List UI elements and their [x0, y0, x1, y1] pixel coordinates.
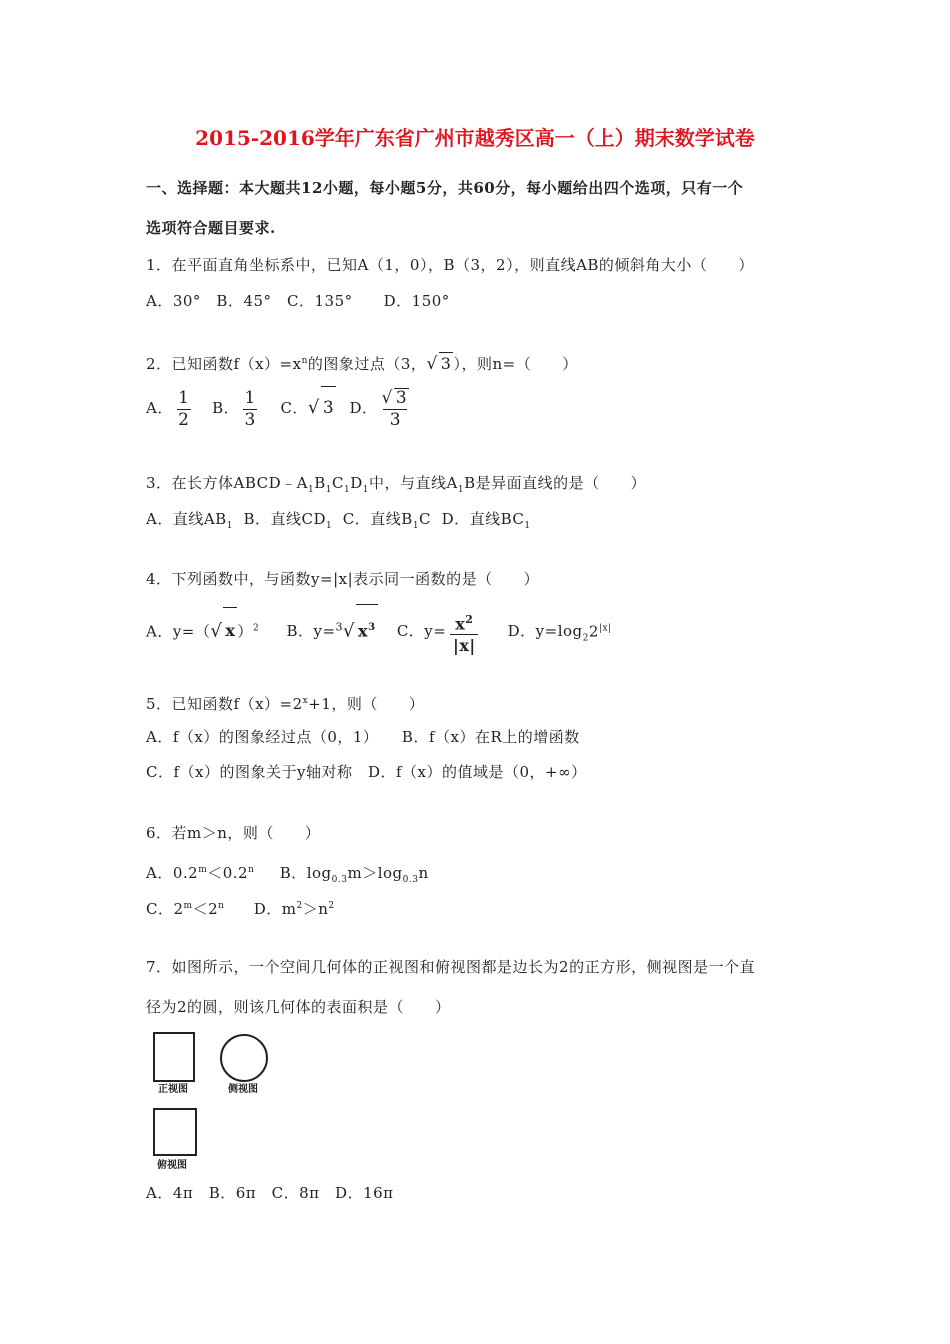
q1-options: A．30° B．45° C．135° D．150°	[146, 292, 450, 310]
front-view-label: 正视图	[158, 1084, 188, 1095]
q1-stem: 1．在平面直角坐标系中，已知A（1，0），B（3，2），则直线AB的倾斜角大小（ ）	[146, 256, 754, 274]
q3-stem: 3．在长方体$ABCD﹣A_1B_1C_1D_1$中，与直线$A_1B$是异面直线的是（ ）	[146, 474, 647, 495]
q4-option-c-fraction: $\frac{x^2}{|x|}$	[450, 610, 478, 655]
q3-options: A．直线$AB_1$ B．直线$CD_1$ C．直线$B_1C$ D．直线$BC_1$	[146, 510, 531, 531]
side-view-label: 侧视图	[228, 1084, 258, 1095]
q4-options: A．y=（√ x ）$^2$ B．y=$^3$√ $x^3$ C．y= $\frac{x^2}{|x|}$ D．$y=\log_22^{|x|}$	[146, 604, 612, 650]
q7-figure	[150, 1030, 274, 1175]
side-view-circle	[221, 1035, 267, 1081]
q7-stem-line1: 7．如图所示，一个空间几何体的正视图和俯视图都是边长为2的正方形，侧视图是一个直	[146, 958, 756, 976]
q2-option-b-fraction: $\frac{1}{3}$	[244, 387, 256, 430]
q5-options-ab: A．f（x）的图象经过点（0，1） B．f（x）在R上的增函数	[146, 728, 580, 746]
front-view-square	[154, 1033, 194, 1081]
section-header-line2: 选项符合题目要求.	[146, 219, 276, 237]
q6-options-cd: C．$2^m<2^n$ D．$m^2>n^2$	[146, 900, 335, 918]
q7-options: A．4π B．6π C．8π D．16π	[146, 1184, 394, 1202]
q2-option-a-fraction: $\frac{1}{2}$	[178, 387, 190, 430]
q6-options-ab: A．$0.2^m<0.2^n$ B．$\log_{0.3}m>\log_{0.3}n$	[146, 864, 429, 885]
section-header-line1: 一、选择题：本大题共12小题，每小题5分，共60分，每小题给出四个选项，只有一个	[146, 179, 744, 197]
top-view-label: 俯视图	[157, 1160, 187, 1171]
q5-options-cd: C．f（x）的图象关于y轴对称 D．f（x）的值域是（0，+∞）	[146, 763, 587, 781]
q2-stem: 2．已知函数$f(x)=x^n$的图象过点（3，√ 3 ），则n=（ ）	[146, 354, 578, 374]
q2-option-d-fraction: $\frac{√ 3}{3}$	[381, 388, 408, 430]
q5-stem: 5．已知函数$f(x)=2^x+1$，则（ ）	[146, 695, 425, 713]
q6-stem: 6．若m＞n，则（ ）	[146, 824, 321, 842]
top-view-square	[154, 1109, 196, 1155]
page-title: 2015-2016学年广东省广州市越秀区高一（上）期末数学试卷	[195, 126, 755, 150]
q4-stem: 4．下列函数中，与函数y=|x|表示同一函数的是（ ）	[146, 570, 540, 588]
q2-options: A． $\frac{1}{2}$ B． $\frac{1}{3}$ C．√ 3 D． $\frac{√ 3}{3}$	[146, 387, 408, 430]
q7-stem-line2: 径为2的圆，则该几何体的表面积是（ ）	[146, 998, 451, 1016]
